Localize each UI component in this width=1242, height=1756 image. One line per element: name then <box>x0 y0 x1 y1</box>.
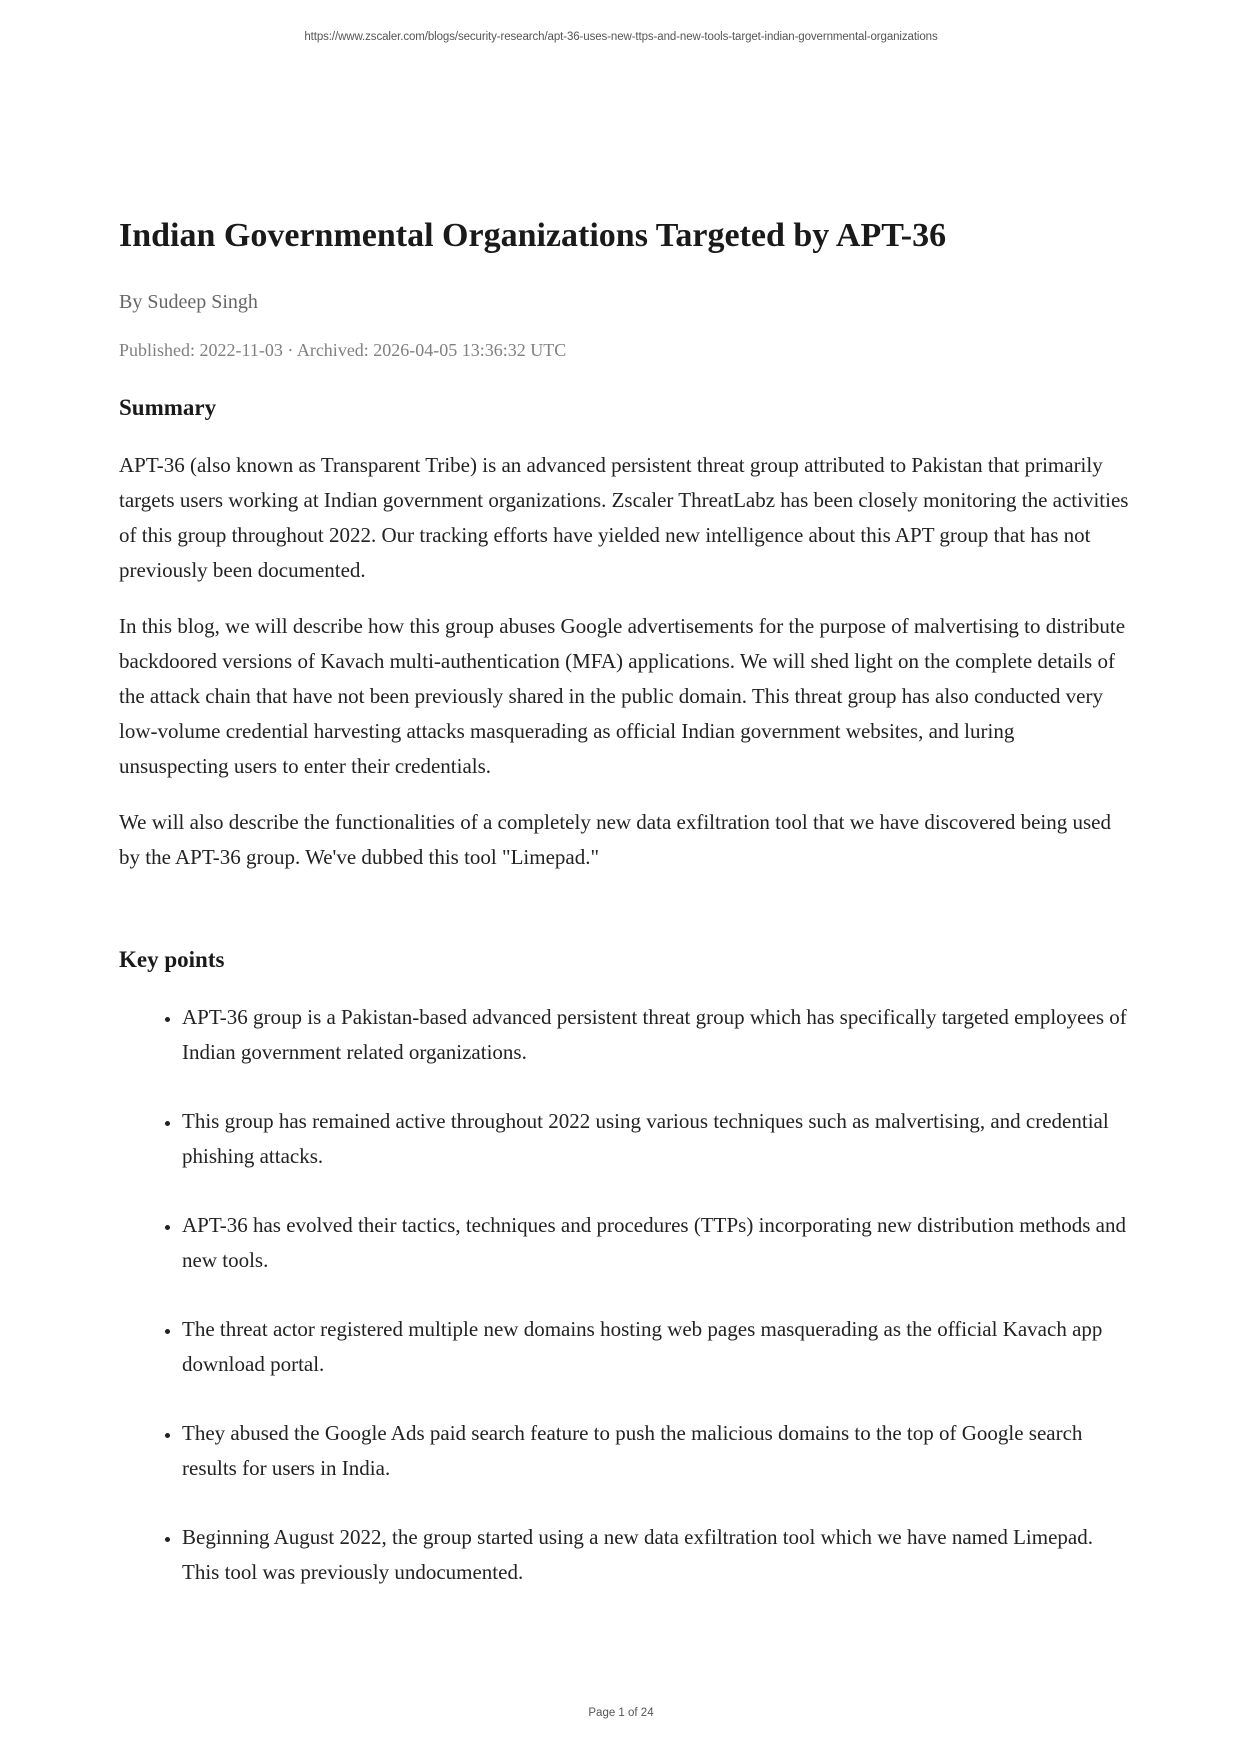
key-point-item: • APT-36 has evolved their tactics, techniques and procedures (TTPs) incorporating new distribution methods and new tools. <box>182 1208 1129 1278</box>
page-number-footer: Page 1 of 24 <box>588 1707 654 1719</box>
key-points-heading: Key points <box>119 947 225 972</box>
publish-metadata: Published: 2022-11-03 · Archived: 2026-04-05 13:36:32 UTC <box>119 340 567 360</box>
key-point-item: • APT-36 group is a Pakistan-based advanced persistent threat group which has specifically targeted employees of Indian government related organizations. <box>182 1000 1129 1070</box>
key-points-list <box>119 1000 1129 1590</box>
summary-paragraph: APT-36 (also known as Transparent Tribe) is an advanced persistent threat group attributed to Pakistan that primarily targets users working at Indian government organizations. Zscaler ThreatLabz has been closely monitoring the activities of this group throughout 2022. Our tracking efforts have yielded new intelligence about this APT group that has not previously been documented. <box>119 453 1129 582</box>
page-url-header: https://www.zscaler.com/blogs/security-research/apt-36-uses-new-ttps-and-new-tools-target-indian-governmental-organizations <box>304 31 938 43</box>
article-body <box>119 212 1129 1624</box>
author-byline: By Sudeep Singh <box>119 291 258 313</box>
summary-heading: Summary <box>119 395 217 420</box>
key-point-item: • The threat actor registered multiple new domains hosting web pages masquerading as the official Kavach app download portal. <box>182 1312 1129 1382</box>
key-point-item: • This group has remained active throughout 2022 using various techniques such as malvertising, and credential phishing attacks. <box>182 1104 1129 1174</box>
summary-paragraph: In this blog, we will describe how this group abuses Google advertisements for the purpose of malvertising to distribute backdoored versions of Kavach multi-authentication (MFA) applications. We will shed light on the complete details of the attack chain that have not been previously shared in the public domain. This threat group has also conducted very low-volume credential harvesting attacks masquerading as official Indian government websites, and luring unsuspecting users to enter their credentials. <box>119 614 1126 778</box>
key-point-item: • Beginning August 2022, the group started using a new data exfiltration tool which we have named Limepad. This tool was previously undocumented. <box>182 1520 1129 1590</box>
article-title: Indian Governmental Organizations Targeted by APT-36 <box>119 217 947 254</box>
summary-paragraph: We will also describe the functionalities of a completely new data exfiltration tool that we have discovered being used by the APT-36 group. We've dubbed this tool "Limepad." <box>119 810 1111 869</box>
key-point-item: • They abused the Google Ads paid search feature to push the malicious domains to the top of Google search results for users in India. <box>182 1416 1129 1486</box>
